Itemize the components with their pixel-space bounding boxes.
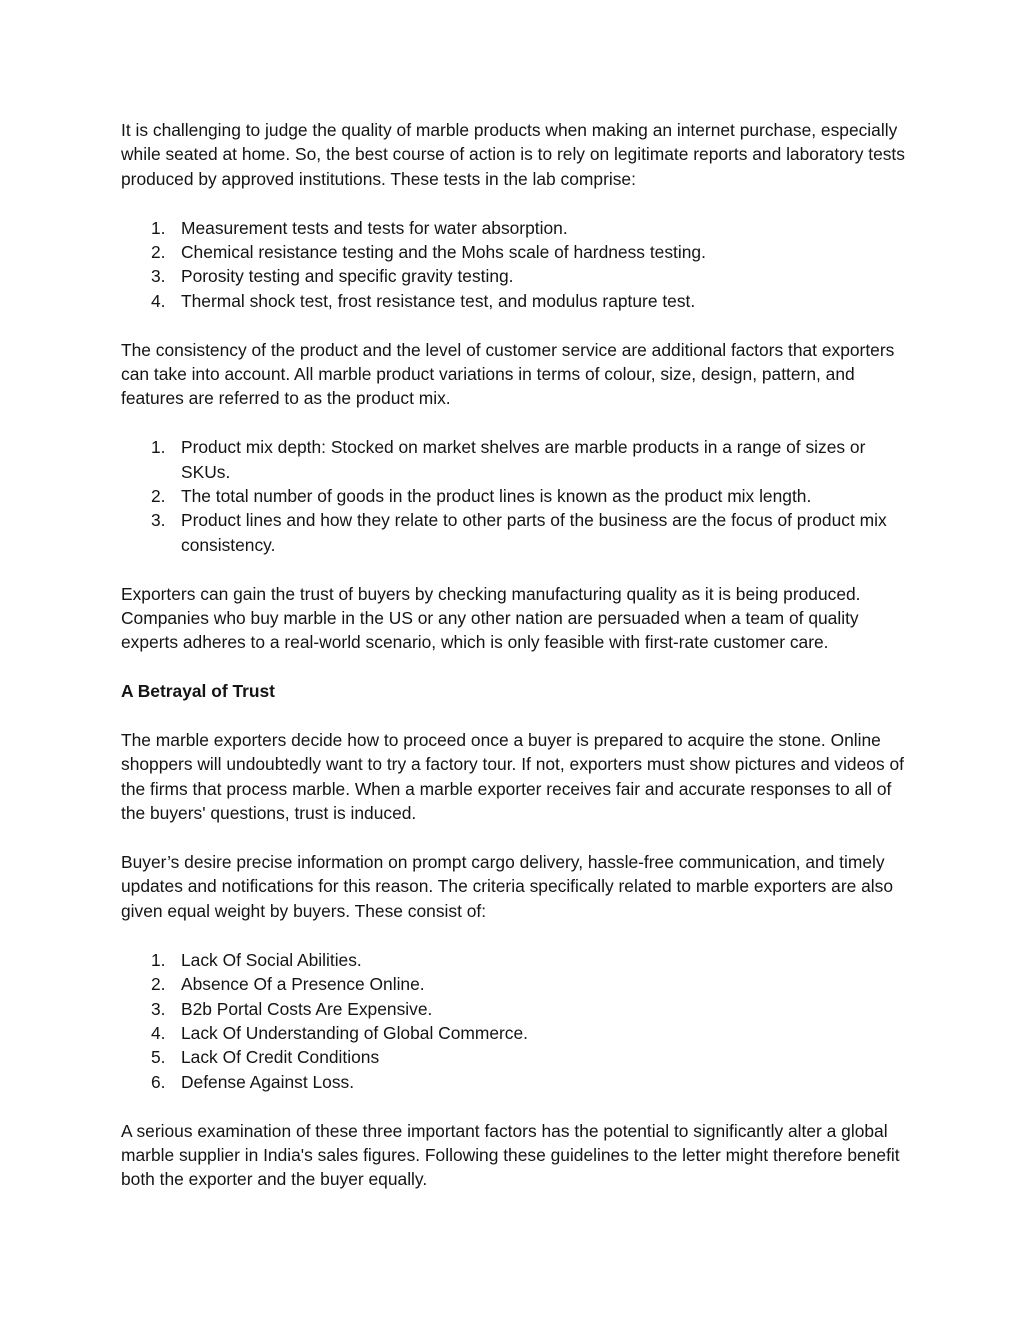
list-item — [121, 997, 911, 1021]
list-number: 1. — [151, 437, 166, 458]
list-item — [121, 948, 911, 972]
list-number: 6. — [151, 1071, 166, 1092]
list-number: 2. — [151, 974, 166, 995]
list-number: 4. — [151, 1022, 166, 1043]
list-number: 2. — [151, 242, 166, 263]
list-number: 1. — [151, 217, 166, 238]
list-item-text: Lack Of Credit Conditions — [181, 1047, 380, 1068]
list-item — [121, 1021, 911, 1045]
list-item-text: Lack Of Social Abilities. — [181, 949, 362, 970]
list-item-text: Defense Against Loss. — [181, 1071, 355, 1092]
list-item — [121, 972, 911, 996]
list-item — [121, 1070, 911, 1094]
list-item-text: B2b Portal Costs Are Expensive. — [181, 998, 433, 1019]
buyers-paragraph: Buyer’s desire precise information on prompt cargo delivery, hassle-free communication, and timely updates and notifications for this reason. The criteria specifically related to marble exporters are also given equal weight by buyers. These consist of: — [121, 852, 894, 921]
list-item — [121, 1045, 911, 1069]
list-number: 2. — [151, 486, 166, 507]
list-item — [121, 264, 911, 288]
criteria-list — [121, 948, 911, 1094]
betrayal-paragraph: The marble exporters decide how to proceed once a buyer is prepared to acquire the stone. Online shoppers will undoubtedly want to try a factory tour. If not, exporters must show pictures and videos of the firms that process marble. When a marble exporter receives fair and accurate responses to all of the buyers' questions, trust is induced. — [121, 730, 904, 824]
document-page — [121, 118, 911, 1216]
list-item — [121, 216, 911, 240]
list-item — [121, 240, 911, 264]
list-item — [121, 484, 911, 508]
list-item-text: Porosity testing and specific gravity testing. — [181, 266, 514, 287]
list-item — [121, 289, 911, 313]
consistency-paragraph: The consistency of the product and the level of customer service are additional factors that exporters can take into account. All marble product variations in terms of colour, size, design, pattern, and features are referred to as the product mix. — [121, 339, 895, 409]
list-item — [121, 435, 911, 484]
list-item-text: Product mix depth: Stocked on market shelves are marble products in a range of sizes or SKUs. — [181, 437, 866, 482]
lab-tests-list — [121, 216, 911, 314]
list-item — [121, 508, 911, 557]
list-number: 3. — [151, 510, 166, 531]
section-heading: A Betrayal of Trust — [121, 681, 275, 702]
list-item-text: Lack Of Understanding of Global Commerce. — [181, 1022, 529, 1043]
conclusion-paragraph: A serious examination of these three important factors has the potential to significantly alter a global marble supplier in India's sales figures. Following these guidelines to the letter might therefore benefit both the exporter and the buyer equally. — [121, 1120, 900, 1190]
list-number: 3. — [151, 998, 166, 1019]
list-number: 1. — [151, 949, 166, 970]
list-number: 5. — [151, 1047, 166, 1068]
list-number: 4. — [151, 290, 166, 311]
list-number: 3. — [151, 266, 166, 287]
list-item-text: Absence Of a Presence Online. — [181, 974, 425, 995]
list-item-text: Chemical resistance testing and the Mohs scale of hardness testing. — [181, 242, 706, 263]
product-mix-list — [121, 435, 911, 557]
list-item-text: The total number of goods in the product lines is known as the product mix length. — [181, 486, 812, 507]
trust-paragraph: Exporters can gain the trust of buyers by checking manufacturing quality as it is being produced. Companies who buy marble in the US or any other nation are persuaded when a team of quality experts adheres to a real-world scenario, which is only feasible with first-rate customer care. — [121, 583, 861, 653]
list-item-text: Product lines and how they relate to other parts of the business are the focus of product mix consistency. — [181, 510, 887, 555]
list-item-text: Measurement tests and tests for water absorption. — [181, 217, 568, 238]
list-item-text: Thermal shock test, frost resistance test, and modulus rapture test. — [181, 290, 696, 311]
intro-paragraph: It is challenging to judge the quality of marble products when making an internet purchase, especially while seated at home. So, the best course of action is to rely on legitimate reports and laboratory tests produced by approved institutions. These tests in the lab comprise: — [121, 120, 905, 189]
